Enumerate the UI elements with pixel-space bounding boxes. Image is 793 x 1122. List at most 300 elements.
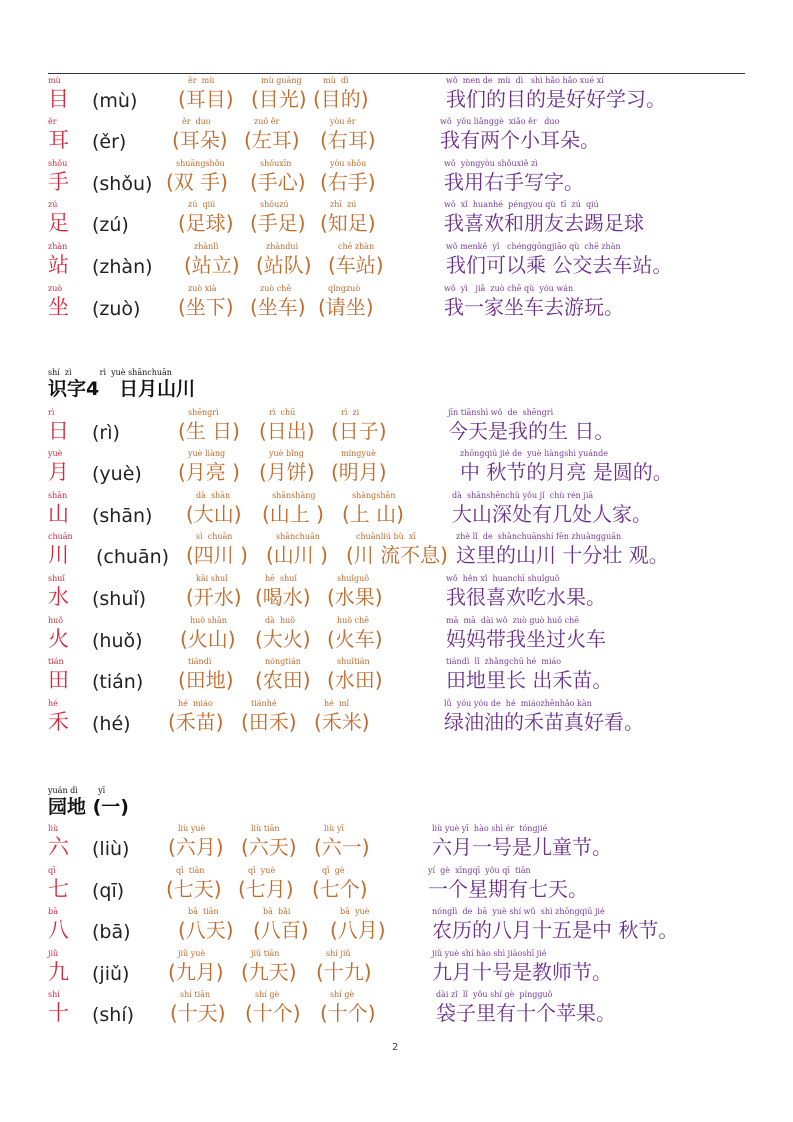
character-cell bbox=[48, 117, 69, 153]
word-item bbox=[259, 449, 315, 485]
heading-title: 识字4 日月山川 bbox=[48, 378, 196, 400]
word-pinyin: shǒuzú bbox=[260, 200, 289, 209]
word-item bbox=[241, 949, 297, 985]
sentence-pinyin: wǒ yòngyòu shǒuxiě zì bbox=[444, 159, 538, 168]
word-item bbox=[245, 990, 301, 1026]
word-text: (九天) bbox=[241, 960, 297, 984]
character-cell bbox=[48, 866, 69, 902]
vocab-row bbox=[0, 532, 793, 572]
character-pinyin: hé bbox=[48, 699, 58, 708]
sentence-text: 田地里长 出禾苗。 bbox=[446, 668, 613, 692]
character: 站 bbox=[48, 253, 69, 277]
word-pinyin: zú qiú bbox=[188, 200, 216, 209]
word-item bbox=[312, 866, 368, 902]
word-item bbox=[346, 532, 448, 568]
sentence-pinyin: zhè lǐ de shānchuānshí fēn zhuàngguān bbox=[456, 532, 622, 541]
word-pinyin: huǒ chē bbox=[337, 616, 370, 625]
word-item bbox=[327, 574, 383, 610]
word-item bbox=[178, 76, 234, 112]
word-pinyin: shǒuxīn bbox=[260, 159, 292, 168]
character: 火 bbox=[48, 627, 69, 651]
section-heading bbox=[48, 786, 129, 818]
vocab-row bbox=[0, 242, 793, 282]
word-text: (十个) bbox=[320, 1001, 376, 1025]
word-item bbox=[166, 866, 222, 902]
word-text: (上 山) bbox=[342, 502, 404, 526]
word-item bbox=[253, 907, 309, 943]
pinyin-reading: (shān) bbox=[92, 505, 153, 527]
pinyin-reading: (shí) bbox=[92, 1004, 135, 1026]
word-text: (月饼) bbox=[259, 460, 315, 484]
word-pinyin: shēngrì bbox=[188, 408, 219, 417]
word-pinyin: yòu ěr bbox=[330, 117, 356, 126]
word-pinyin: bā bǎi bbox=[263, 907, 291, 916]
word-text: (大火) bbox=[255, 627, 311, 651]
word-text: (左耳) bbox=[244, 128, 300, 152]
word-pinyin: yòu shǒu bbox=[330, 159, 367, 168]
example-sentence bbox=[456, 532, 669, 568]
word-text: (请坐) bbox=[318, 295, 374, 319]
word-text: (山川 ) bbox=[266, 543, 328, 567]
character-cell bbox=[48, 907, 69, 943]
word-item bbox=[250, 159, 306, 195]
example-sentence bbox=[444, 200, 644, 236]
sentence-text: 我们的目的是好好学习。 bbox=[446, 87, 666, 111]
word-item bbox=[327, 657, 383, 693]
word-item bbox=[186, 574, 242, 610]
pinyin-reading: (yuè) bbox=[92, 463, 142, 485]
word-item bbox=[168, 824, 224, 860]
word-pinyin: dà huǒ bbox=[265, 616, 296, 625]
word-item bbox=[320, 117, 376, 153]
pinyin-reading: (zuò) bbox=[92, 298, 141, 320]
character: 山 bbox=[48, 502, 69, 526]
word-item bbox=[178, 907, 234, 943]
vocab-row bbox=[0, 76, 793, 116]
word-text: (知足) bbox=[320, 211, 376, 235]
word-text: (田禾) bbox=[241, 710, 297, 734]
example-sentence bbox=[432, 824, 612, 860]
sentence-pinyin: lǜ yóu yóu de hé miáozhēnhǎo kàn bbox=[444, 699, 592, 708]
word-pinyin: huǒ shān bbox=[190, 616, 227, 625]
word-text: (八月) bbox=[330, 918, 386, 942]
word-text: (山上 ) bbox=[262, 502, 324, 526]
character-cell bbox=[48, 242, 69, 278]
character: 七 bbox=[48, 877, 69, 901]
word-pinyin: bā tiān bbox=[188, 907, 219, 916]
vocab-row bbox=[0, 866, 793, 906]
word-item bbox=[342, 491, 404, 527]
word-item bbox=[186, 532, 248, 568]
word-text: (右耳) bbox=[320, 128, 376, 152]
word-pinyin: rì zi bbox=[341, 408, 360, 417]
heading-pinyin: shí zì rì yuè shānchuān bbox=[48, 368, 172, 377]
word-item bbox=[262, 491, 324, 527]
character-cell bbox=[48, 491, 69, 527]
vocab-row bbox=[0, 117, 793, 157]
word-text: (田地) bbox=[178, 668, 234, 692]
character-pinyin: mù bbox=[48, 76, 61, 85]
character-cell bbox=[48, 699, 69, 735]
word-pinyin: tiánhé bbox=[251, 699, 277, 708]
pinyin-reading: (shuǐ) bbox=[92, 588, 147, 610]
character: 目 bbox=[48, 87, 69, 111]
pinyin-reading: (huǒ) bbox=[92, 630, 143, 652]
word-item bbox=[241, 699, 297, 735]
character-pinyin: shǒu bbox=[48, 159, 68, 168]
page-number: 2 bbox=[392, 1042, 399, 1053]
word-pinyin: bā yuè bbox=[340, 907, 370, 916]
pinyin-reading: (chuān) bbox=[96, 546, 170, 568]
sentence-pinyin: mā mā dài wǒ zuò guò huǒ chē bbox=[446, 616, 580, 625]
word-text: (坐车) bbox=[250, 295, 306, 319]
sentence-text: 我有两个小耳朵。 bbox=[440, 128, 600, 152]
sentence-text: 一个星期有七天。 bbox=[428, 877, 588, 901]
character: 坐 bbox=[48, 295, 69, 319]
word-text: (双 手) bbox=[166, 170, 228, 194]
word-pinyin: shí gè bbox=[255, 990, 280, 999]
character-cell bbox=[48, 76, 69, 112]
vocab-row bbox=[0, 949, 793, 989]
sentence-pinyin: wǒ menkě yǐ chénggōngjiāo qù chē zhàn bbox=[446, 242, 621, 251]
character-pinyin: huǒ bbox=[48, 616, 64, 625]
example-sentence bbox=[432, 907, 678, 943]
pinyin-reading: (tián) bbox=[92, 671, 144, 693]
word-text: (七天) bbox=[166, 877, 222, 901]
character-pinyin: yuè bbox=[48, 449, 63, 458]
character: 日 bbox=[48, 419, 69, 443]
example-sentence bbox=[440, 117, 600, 153]
word-item bbox=[172, 117, 228, 153]
vocab-row bbox=[0, 616, 793, 656]
sentence-text: 大山深处有几处人家。 bbox=[452, 502, 652, 526]
example-sentence bbox=[446, 657, 612, 693]
sentence-text: 我喜欢和朋友去踢足球 bbox=[444, 211, 644, 235]
sentence-pinyin: wǒ men de mù dì shì hǎo hǎo xué xí bbox=[446, 76, 604, 85]
character-pinyin: zú bbox=[48, 200, 58, 209]
word-text: (喝水) bbox=[255, 585, 311, 609]
word-pinyin: ěr duo bbox=[182, 117, 211, 126]
word-text: (火车) bbox=[327, 627, 383, 651]
word-pinyin: mù guāng bbox=[261, 76, 302, 85]
word-text: (水果) bbox=[327, 585, 383, 609]
example-sentence bbox=[444, 699, 644, 735]
pinyin-reading: (mù) bbox=[92, 90, 138, 112]
pinyin-reading: (rì) bbox=[92, 422, 120, 444]
top-rule bbox=[48, 73, 745, 74]
word-pinyin: míngyuè bbox=[341, 449, 376, 458]
pinyin-reading: (zú) bbox=[92, 214, 129, 236]
word-pinyin: liù yuè bbox=[178, 824, 206, 833]
word-text: (十天) bbox=[170, 1001, 226, 1025]
character-pinyin: bā bbox=[48, 907, 58, 916]
word-item bbox=[244, 117, 300, 153]
word-pinyin: qī gè bbox=[322, 866, 345, 875]
vocab-row bbox=[0, 200, 793, 240]
example-sentence bbox=[446, 76, 666, 112]
character-cell bbox=[48, 990, 69, 1026]
sentence-pinyin: wǒ yì jiā zuò chē qù yóu wán bbox=[444, 284, 574, 293]
sentence-pinyin: nónglì de bā yuè shí wǔ shì zhōngqiū jié bbox=[432, 907, 605, 916]
word-item bbox=[330, 907, 386, 943]
character-pinyin: tián bbox=[48, 657, 64, 666]
word-item bbox=[166, 159, 228, 195]
word-pinyin: qī yuè bbox=[248, 866, 276, 875]
sentence-pinyin: wǒ yǒu liǎnggè xiǎo ěr duo bbox=[440, 117, 560, 126]
character: 禾 bbox=[48, 710, 69, 734]
sentence-text: 六月一号是儿童节。 bbox=[432, 835, 612, 859]
word-text: (月亮 ) bbox=[178, 460, 240, 484]
word-text: (明月) bbox=[331, 460, 387, 484]
word-pinyin: zuǒ ěr bbox=[254, 117, 280, 126]
word-text: (站立) bbox=[184, 253, 240, 277]
word-text: (水田) bbox=[327, 668, 383, 692]
word-pinyin: zhī zú bbox=[330, 200, 357, 209]
sentence-text: 我很喜欢吃水果。 bbox=[446, 585, 606, 609]
example-sentence bbox=[432, 949, 612, 985]
character-pinyin: shuǐ bbox=[48, 574, 65, 583]
word-text: (九月) bbox=[168, 960, 224, 984]
word-pinyin: liù yī bbox=[324, 824, 344, 833]
character-pinyin: shān bbox=[48, 491, 68, 500]
word-text: (禾米) bbox=[314, 710, 370, 734]
character-pinyin: jiǔ bbox=[48, 949, 59, 958]
character: 八 bbox=[48, 918, 69, 942]
word-item bbox=[259, 408, 315, 444]
word-pinyin: jiǔ yuè bbox=[178, 949, 206, 958]
character: 手 bbox=[48, 170, 69, 194]
character-cell bbox=[48, 616, 69, 652]
pinyin-reading: (qī) bbox=[92, 880, 125, 902]
word-item bbox=[255, 616, 311, 652]
word-pinyin: chuānliú bù xī bbox=[356, 532, 416, 541]
word-pinyin: dà shān bbox=[196, 491, 231, 500]
example-sentence bbox=[444, 284, 624, 320]
word-item bbox=[250, 200, 306, 236]
character: 田 bbox=[48, 668, 69, 692]
word-text: (站队) bbox=[256, 253, 312, 277]
sentence-pinyin: yí gè xīngqī yǒu qī tiān bbox=[428, 866, 531, 875]
word-pinyin: yuè bǐng bbox=[269, 449, 304, 458]
sentence-pinyin: dà shānshēnchù yǒu jǐ chù rén jiā bbox=[452, 491, 594, 500]
word-text: (开水) bbox=[186, 585, 242, 609]
sentence-pinyin: wǒ xǐ huanhé péngyou qù tī zú qiú bbox=[444, 200, 599, 209]
word-pinyin: hē shuǐ bbox=[265, 574, 297, 583]
word-text: (手足) bbox=[250, 211, 306, 235]
sentence-text: 我一家坐车去游玩。 bbox=[444, 295, 624, 319]
vocab-row bbox=[0, 657, 793, 697]
character: 川 bbox=[48, 543, 69, 567]
vocab-row bbox=[0, 574, 793, 614]
vocab-row bbox=[0, 408, 793, 448]
word-item bbox=[318, 284, 374, 320]
word-text: (七个) bbox=[312, 877, 368, 901]
sentence-text: 我用右手写字。 bbox=[444, 170, 584, 194]
character: 耳 bbox=[48, 128, 69, 152]
sentence-pinyin: zhōngqiū jié de yuè liàngshì yuánde bbox=[460, 449, 609, 458]
vocab-row bbox=[0, 284, 793, 324]
character: 十 bbox=[48, 1001, 69, 1025]
word-text: (农田) bbox=[255, 668, 311, 692]
word-text: (火山) bbox=[180, 627, 236, 651]
character-pinyin: shí bbox=[48, 990, 60, 999]
example-sentence bbox=[448, 408, 614, 444]
word-item bbox=[331, 408, 387, 444]
sentence-text: 绿油油的禾苗真好看。 bbox=[444, 710, 644, 734]
word-item bbox=[178, 408, 240, 444]
word-pinyin: yuè liàng bbox=[188, 449, 226, 458]
pinyin-reading: (shǒu) bbox=[92, 173, 153, 195]
word-pinyin: zhànduì bbox=[266, 242, 299, 251]
word-item bbox=[320, 159, 376, 195]
word-item bbox=[184, 242, 240, 278]
character-pinyin: qī bbox=[48, 866, 56, 875]
word-pinyin: shí jiǔ bbox=[326, 949, 351, 958]
vocab-row bbox=[0, 699, 793, 739]
word-pinyin: shānchuān bbox=[276, 532, 320, 541]
character-pinyin: rì bbox=[48, 408, 55, 417]
character: 水 bbox=[48, 585, 69, 609]
word-text: (七月) bbox=[238, 877, 294, 901]
sentence-pinyin: tiándì lǐ zhǎngchū hé miáo bbox=[446, 657, 562, 666]
word-pinyin: liù tiān bbox=[251, 824, 280, 833]
example-sentence bbox=[444, 159, 584, 195]
word-item bbox=[178, 200, 234, 236]
word-pinyin: sì chuān bbox=[196, 532, 233, 541]
sentence-pinyin: jīn tiānshì wǒ de shēngrì bbox=[448, 408, 554, 417]
word-item bbox=[250, 284, 306, 320]
word-item bbox=[314, 824, 370, 860]
word-text: (日出) bbox=[259, 419, 315, 443]
sentence-text: 九月十号是教师节。 bbox=[432, 960, 612, 984]
word-item bbox=[331, 449, 387, 485]
word-item bbox=[255, 574, 311, 610]
word-pinyin: zuò chē bbox=[260, 284, 292, 293]
sentence-pinyin: jiǔ yuè shí hào shì jiàoshī jié bbox=[432, 949, 547, 958]
word-pinyin: chē zhàn bbox=[338, 242, 375, 251]
word-pinyin: ěr mù bbox=[188, 76, 215, 85]
example-sentence bbox=[460, 449, 673, 485]
word-text: (十九) bbox=[316, 960, 372, 984]
word-pinyin: qī tiān bbox=[176, 866, 205, 875]
word-item bbox=[168, 699, 224, 735]
pinyin-reading: (jiǔ) bbox=[92, 963, 130, 985]
vocab-row bbox=[0, 907, 793, 947]
character-cell bbox=[48, 574, 69, 610]
example-sentence bbox=[446, 242, 672, 278]
character: 六 bbox=[48, 835, 69, 859]
heading-title: 园地 (一) bbox=[48, 796, 129, 818]
word-text: (手心) bbox=[250, 170, 306, 194]
word-text: (六一) bbox=[314, 835, 370, 859]
word-pinyin: shí gè bbox=[330, 990, 355, 999]
word-text: (耳目) bbox=[178, 87, 234, 111]
pinyin-reading: (ěr) bbox=[92, 131, 127, 153]
pinyin-reading: (bā) bbox=[92, 921, 131, 943]
word-pinyin: hé miáo bbox=[178, 699, 213, 708]
word-text: (川 流不息) bbox=[346, 543, 448, 567]
character-cell bbox=[48, 159, 69, 195]
character-cell bbox=[48, 408, 69, 444]
word-text: (六月) bbox=[168, 835, 224, 859]
word-item bbox=[178, 657, 234, 693]
word-text: (六天) bbox=[241, 835, 297, 859]
word-pinyin: zuò xià bbox=[188, 284, 217, 293]
sentence-pinyin: dài zǐ lǐ yǒu shí gè píngguǒ bbox=[436, 990, 553, 999]
heading-pinyin: yuán dì yī bbox=[48, 786, 106, 795]
word-item bbox=[168, 949, 224, 985]
word-pinyin: zhànlì bbox=[194, 242, 219, 251]
character-cell bbox=[48, 824, 69, 860]
word-text: (日子) bbox=[331, 419, 387, 443]
word-text: (车站) bbox=[328, 253, 384, 277]
word-item bbox=[320, 200, 376, 236]
word-pinyin: rì chū bbox=[269, 408, 296, 417]
word-pinyin: nóngtián bbox=[265, 657, 301, 666]
sentence-pinyin: wǒ hěn xǐ huanchī shuǐguǒ bbox=[446, 574, 560, 583]
sentence-text: 今天是我的生 日。 bbox=[448, 419, 615, 443]
word-item bbox=[328, 242, 384, 278]
pinyin-reading: (zhàn) bbox=[92, 256, 153, 278]
word-item bbox=[170, 990, 226, 1026]
character-pinyin: zuò bbox=[48, 284, 63, 293]
vocab-row bbox=[0, 159, 793, 199]
word-text: (八百) bbox=[253, 918, 309, 942]
word-pinyin: kāi shuǐ bbox=[196, 574, 228, 583]
word-item bbox=[178, 449, 240, 485]
word-text: (禾苗) bbox=[168, 710, 224, 734]
character: 月 bbox=[48, 460, 69, 484]
word-text: (耳朵) bbox=[172, 128, 228, 152]
word-pinyin: shí tiān bbox=[180, 990, 211, 999]
word-item bbox=[186, 491, 242, 527]
word-item bbox=[313, 76, 369, 112]
word-pinyin: tiándì bbox=[188, 657, 212, 666]
character-pinyin: chuān bbox=[48, 532, 73, 541]
character-cell bbox=[48, 449, 69, 485]
word-pinyin: shuǐtián bbox=[337, 657, 370, 666]
pinyin-reading: (liù) bbox=[92, 838, 130, 860]
word-pinyin: mù dì bbox=[323, 76, 349, 85]
word-pinyin: jiǔ tiān bbox=[251, 949, 280, 958]
word-item bbox=[266, 532, 328, 568]
sentence-text: 我们可以乘 公交去车站。 bbox=[446, 253, 673, 277]
word-text: (足球) bbox=[178, 211, 234, 235]
word-text: (四川 ) bbox=[186, 543, 248, 567]
word-item bbox=[316, 949, 372, 985]
sentence-text: 妈妈带我坐过火车 bbox=[446, 627, 606, 651]
word-text: (目的) bbox=[313, 87, 369, 111]
vocab-row bbox=[0, 824, 793, 864]
word-item bbox=[180, 616, 236, 652]
character-cell bbox=[48, 657, 69, 693]
word-item bbox=[255, 657, 311, 693]
word-item bbox=[178, 284, 234, 320]
character: 九 bbox=[48, 960, 69, 984]
pinyin-reading: (hé) bbox=[92, 713, 131, 735]
word-pinyin: shuāngshǒu bbox=[176, 159, 225, 168]
example-sentence bbox=[428, 866, 588, 902]
word-item bbox=[314, 699, 370, 735]
word-text: (坐下) bbox=[178, 295, 234, 319]
sentence-pinyin: liù yuè yī hào shì ér tóngjié bbox=[432, 824, 548, 833]
example-sentence bbox=[436, 990, 616, 1026]
word-text: (八天) bbox=[178, 918, 234, 942]
character-pinyin: zhàn bbox=[48, 242, 68, 251]
example-sentence bbox=[452, 491, 652, 527]
word-text: (十个) bbox=[245, 1001, 301, 1025]
sentence-text: 这里的山川 十分壮 观。 bbox=[456, 543, 669, 567]
